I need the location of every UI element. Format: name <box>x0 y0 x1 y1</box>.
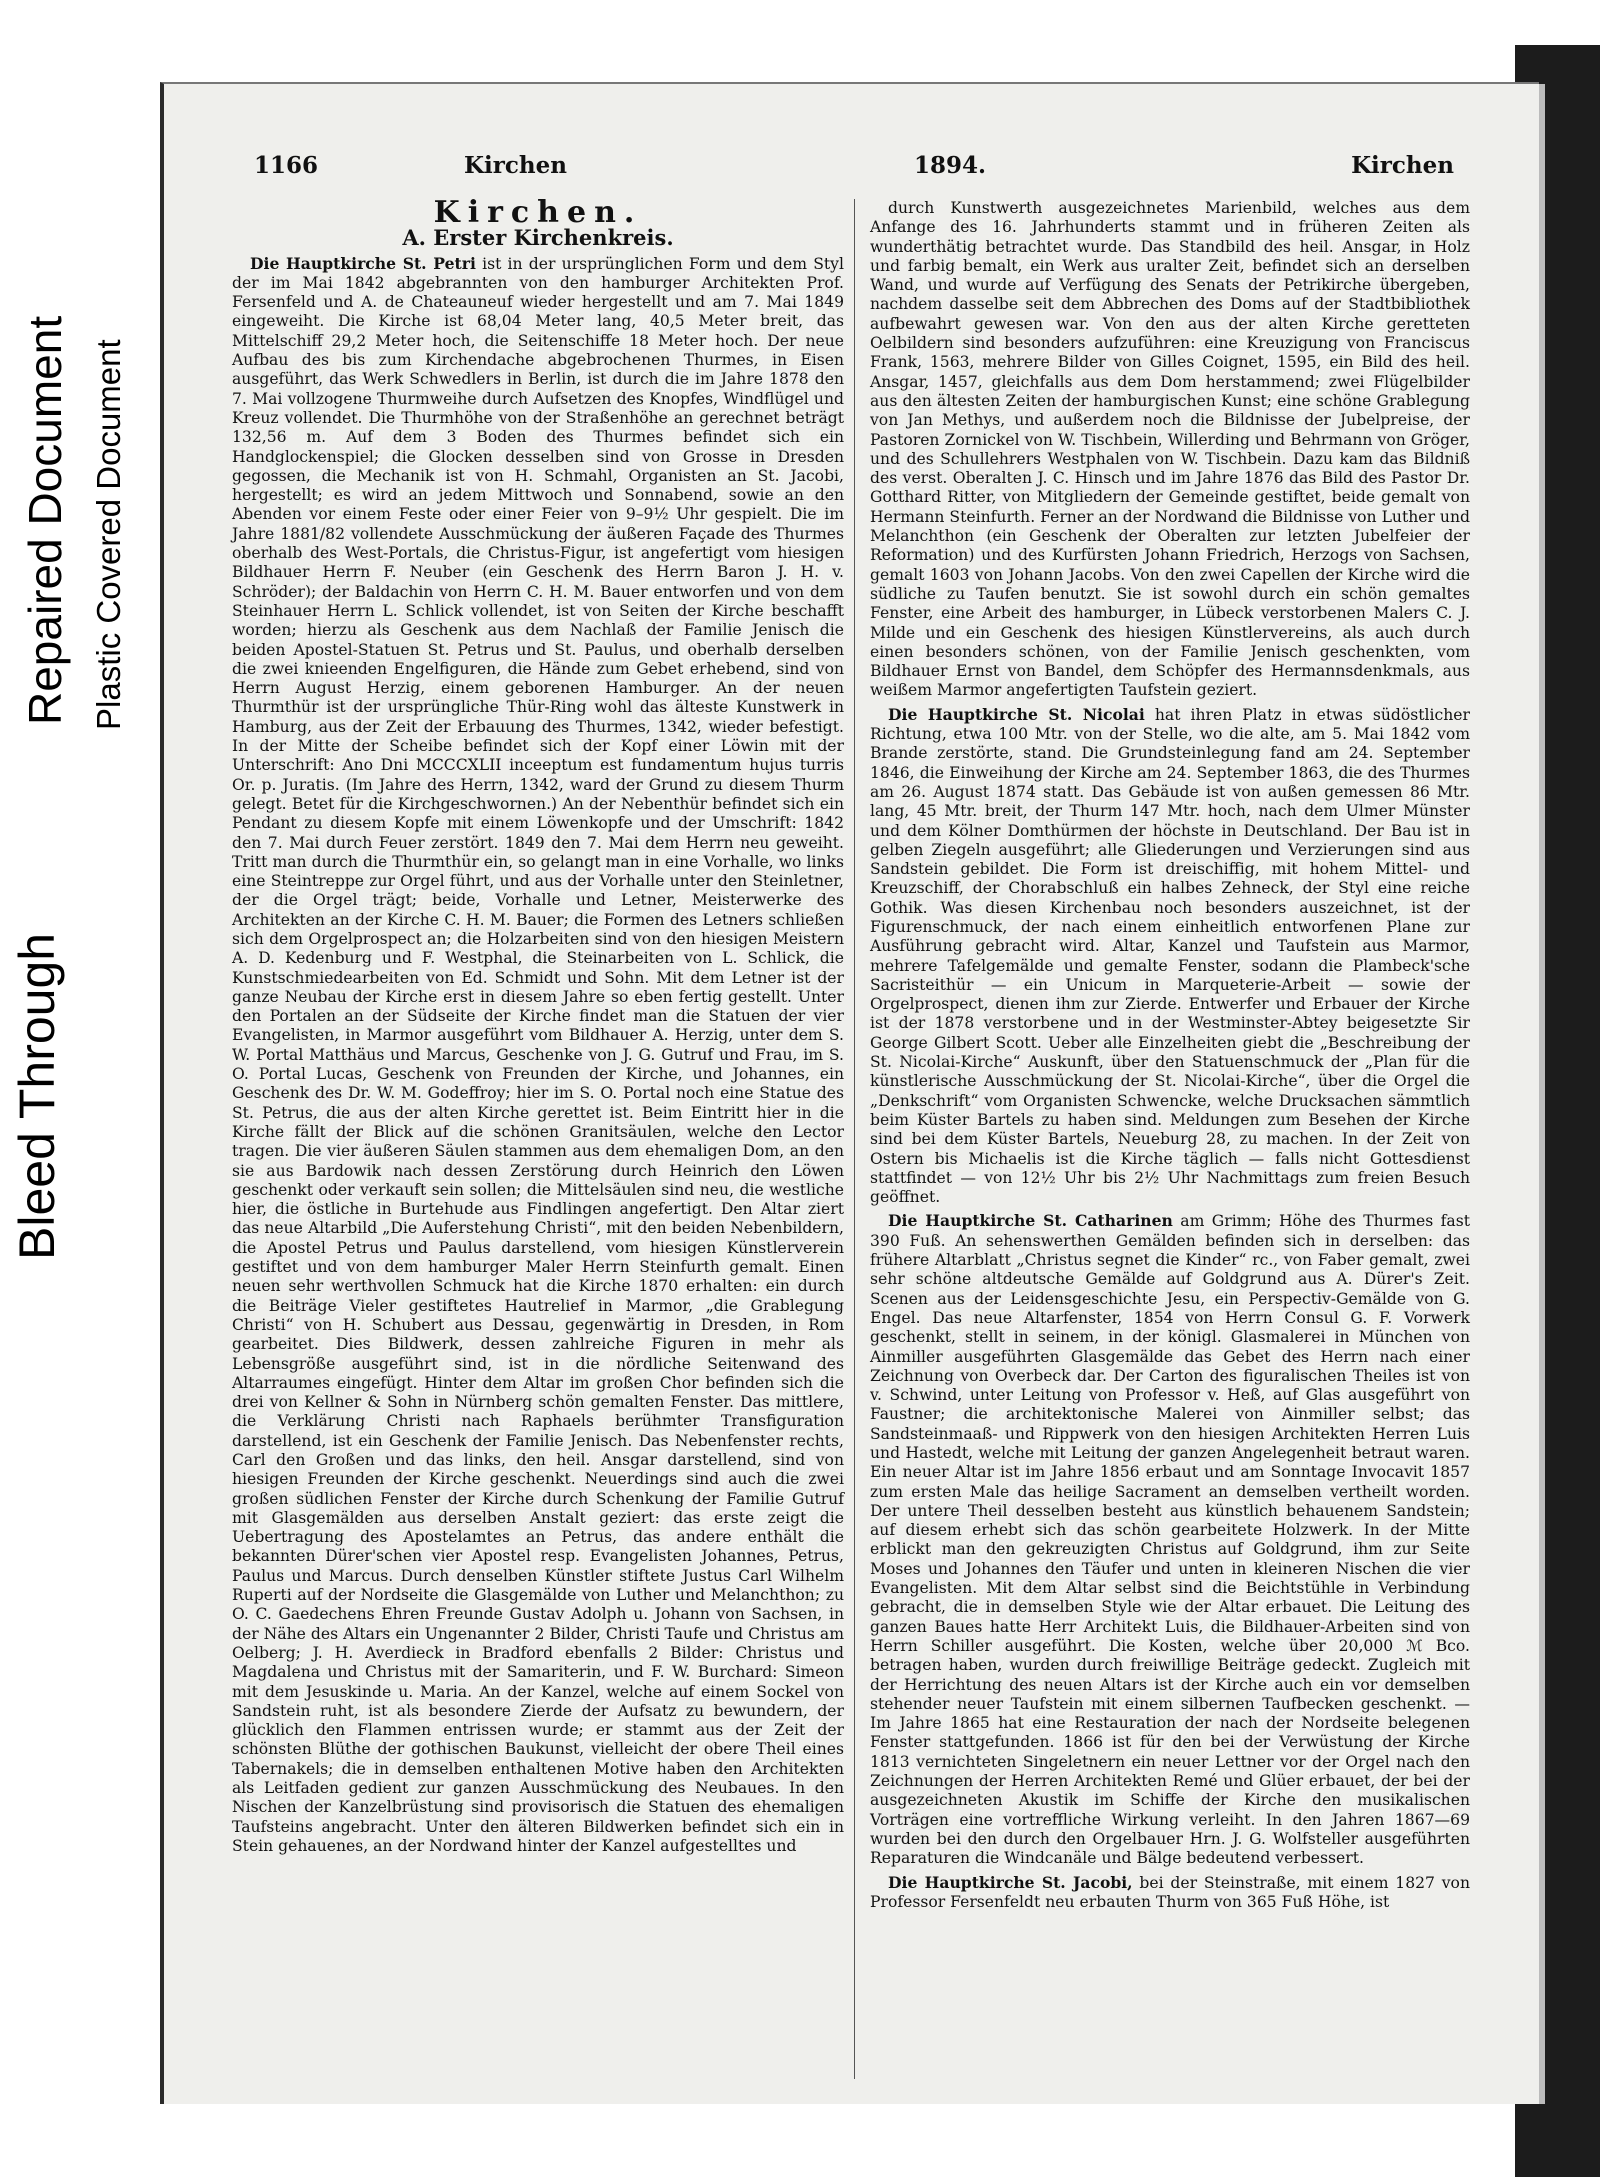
paragraph-lead: Die Hauptkirche St. Petri <box>250 253 476 273</box>
paragraph-st-catharinen <box>870 1211 1470 1868</box>
paragraph-body: am Grimm; Höhe des Thurmes fast 390 Fuß. An sehenswerthen Gemälden befinden sich in derselben: das frühere Altarblatt „Christus segnet die Kinder“ rc., von Faber gemalt, zwei sehr schöne altdeutsche Gemälde auf Goldgrund aus A. Dürer's Zeit. Scenen aus der Leidensgeschichte Jesu, ein Perspectiv-Gemälde von G. Engel. Das neue Altarfenster, 1854 von Herrn Consul G. F. Vorwerk geschenkt, stellt in seinem, in der königl. Glasmalerei in München von Ainmiller ausgeführten Glasgemälde das Gebet des Herrn nach einer Zeichnung von Overbeck dar. Der Carton des figuralischen Theiles ist von v. Schwind, unter Leitung von Professor v. Heß, auf Glas ausgeführt von Faustner; die architektonische Malerei von Ainmiller selbst; das Sandsteinmaaß- und Rippwerk von den hiesigen Architekten Herren Luis und Hastedt, welche mit Leitung der ganzen Angelegenheit betraut waren. Ein neuer Altar ist im Jahre 1856 erbaut und am Sonntage Invocavit 1857 zum ersten Male das heilige Sacrament an demselben vertheilt worden. Der untere Theil desselben besteht aus künstlich behauenem Sandstein; auf diesem erhebt sich das schön gearbeitete Holzwerk. In der Mitte erblickt man den gekreuzigten Christus auf Goldgrund, ihm zur Seite Moses und Johannes den Täufer und unten in kleineren Nischen die vier Evangelisten. Mit dem Altar selbst sind die Beichtstühle in Verbindung gebracht, die in demselben Style wie der Altar erbauet. Die Leitung des ganzen Baues hatte Herr Architekt Luis, die Bildhauer-Arbeiten sind von Herrn Schiller ausgeführt. Die Kosten, welche über 20,000 ℳ Bco. betragen haben, wurden durch freiwillige Beiträge gedeckt. Zugleich mit der Herrichtung des neuen Altars ist der Kirche auch ein vor demselben stehender neuer Taufstein mit einem silbernen Taufbecken geschenkt. — Im Jahre 1865 hat eine Restauration der nach der Nordseite belegenen Fenster stattgefunden. 1866 ist für den bei der Verwüstung der Kirche 1813 vernichteten Singeletnern ein neuer Lettner vor der Orgel nach den Zeichnungen der Herren Architekten Remé und Glüer erbauet, der bei der ausgezeichneten Akustik im Schiffe der Kirche den musikalischen Vorträgen eine vortreffliche Wirkung verleiht. In den Jahren 1867—69 wurden bei den durch den Orgelbauer Hrn. J. G. Wolfsteller ausgeführten Reparaturen die Windcanäle und Bälge bedeutend verbessert. <box>870 1212 1470 1868</box>
left-column <box>232 195 844 1860</box>
running-head-right: Kirchen <box>1351 152 1454 179</box>
paragraph-body: hat ihren Platz in etwas südöstlicher Richtung, etwa 100 Mtr. von der Stelle, wo die alte, am 5. Mai 1842 vom Brande zerstörte, stand. Die Grundsteinlegung fand am 24. September 1846, die Einweihung der Kirche am 24. September 1863, die des Thurmes am 26. August 1874 statt. Das Gebäude ist von außen gemessen 86 Mtr. lang, 45 Mtr. breit, der Thurm 147 Mtr. hoch, nach dem Ulmer Münster und dem Kölner Domthürmen der höchste in Deutschland. Der Bau ist in gelben Ziegeln ausgeführt; alle Gliederungen und Verzierungen sind aus Sandstein gebildet. Die Form ist dreischiffig, mit hohem Mittel- und Kreuzschiff, der Chorabschluß ein halbes Zehneck, der Styl eine reiche Gothik. Was diesen Kirchenbau noch besonders auszeichnet, ist der Figurenschmuck, der nach einem einheitlich entworfenen Plane zur Ausführung gebracht wird. Altar, Kanzel und Taufstein aus Marmor, mehrere Tafelgemälde und gemalte Fenster, sodann die Plambeck'sche Sacristeithür — ein Unicum in Marqueterie-Arbeit — sowie der Orgelprospect, dienen ihm zur Zierde. Entwerfer und Erbauer der Kirche ist der 1878 verstorbene und in der Westminster-Abtey beigesetzte Sir George Gilbert Scott. Ueber alle Einzelheiten giebt die „Beschreibung der St. Nicolai-Kirche“ Auskunft, über den Statuenschmuck der „Plan für die künstlerische Ausschmückung der St. Nicolai-Kirche“, über die Orgel die „Denkschrift“ vom Organisten Schwencke, welche Drucksachen sämmtlich beim Küster Bartels zu haben sind. Meldungen zum Besehen der Kirche sind bei dem Küster Bartels, Neueburg 28, zu machen. In der Zeit von Ostern bis Michaelis ist die Kirche täglich — falls nicht Gottesdienst stattfindet — von 12½ Uhr bis 2½ Uhr Nachmittags zum freien Besuch geöffnet. <box>870 705 1470 1207</box>
paragraph-lead: Die Hauptkirche St. Catharinen <box>888 1211 1173 1231</box>
document-page <box>160 82 1539 2104</box>
section-title: Kirchen. <box>433 195 643 230</box>
paragraph-body: bei der Steinstraße, mit einem 1827 von Professor Fersenfeldt neu erbauten Thurm von 365 Fuß Höhe, ist <box>870 1873 1470 1911</box>
running-head-year: 1894. <box>914 152 987 179</box>
running-head-left: Kirchen <box>464 152 567 179</box>
plastic-covered-label: Plastic Covered Document <box>90 339 127 730</box>
repaired-document-label: Repaired Document <box>19 315 71 725</box>
paragraph-st-nicolai <box>870 705 1470 1208</box>
section-subtitle: A. Erster Kirchenkreis. <box>402 225 674 251</box>
column-divider <box>854 199 855 2079</box>
paragraph-lead: Die Hauptkirche St. Nicolai <box>888 704 1145 724</box>
page-number: 1166 <box>254 152 319 179</box>
paragraph-st-petri <box>232 254 844 1857</box>
right-column <box>870 199 1470 1916</box>
paragraph-body: durch Kunstwerth ausgezeichnetes Marienbild, welches aus dem Anfange des 16. Jahrhunderts stammt und in früheren Zeiten als wunderthätig betrachtet wurde. Das Standbild des heil. Ansgar, in Holz und farbig bemalt, ein Werk aus uralter Zeit, befindet sich an derselben Wand, und wurde auf Verfügung des Senats der Petrikirche übergeben, nachdem dasselbe seit dem Abbrechen des Doms auf der Stadtbibliothek aufbewahrt gewesen war. Von den aus der alten Kirche geretteten Oelbildern sind besonders aufzuführen: eine Kreuzigung von Franciscus Frank, 1563, mehrere Bilder von Gilles Coignet, 1595, ein Bild des heil. Ansgar, 1457, gleichfalls aus dem Dom herstammend; zwei Flügelbilder aus den ältesten Zeiten der hamburgischen Kunst; eine schöne Grablegung von Jan Methys, und außerdem noch die Bildnisse der Jubelpreise, der Pastoren Zornickel von W. Tischbein, Willerding und Behrmann von Gröger, und des Schullehrers Westphalen von W. Tischbein. Dazu kam das Bildniß des verst. Oberalten J. C. Hinsch und im Jahre 1876 das Bild des Pastor Dr. Gotthard Ritter, von Mitgliedern der Gemeinde gestiftet, beide gemalt von Hermann Steinfurth. Ferner an der Nordwand die Bildnisse von Luther und Melanchthon (ein Geschenk der Oberalten zur letzten Jubelfeier der Reformation) und des Kurfürsten Johann Friedrich, Herzogs von Sachsen, gemalt 1603 von Johann Jacobs. Von den zwei Capellen der Kirche wird die südliche zu Taufen benutzt. Sie ist sowohl durch ein schön gemaltes Fenster, eine Arbeit des hamburger, in Lübeck verstorbenen Malers C. J. Milde und ein Geschenk des hiesigen Künstlervereins, als auch durch einen besonders schönen, von der Familie Jenisch geschenkten, vom Bildhauer Ernst von Bandel, dem Schöpfer des Hermannsdenkmals, aus weißem Marmor angefertigten Taufstein geziert. <box>870 199 1470 700</box>
page-header <box>254 152 1454 188</box>
paragraph-st-jacobi <box>870 1873 1470 1913</box>
paragraph-continuation <box>870 199 1470 701</box>
page-edge <box>1539 84 1545 2104</box>
paragraph-lead: Die Hauptkirche St. Jacobi, <box>888 1872 1133 1892</box>
scan-labels <box>0 0 150 2177</box>
bleed-through-label: Bleed Through <box>9 932 65 1260</box>
paragraph-body: ist in der ursprünglichen Form und dem Styl der im Mai 1842 abgebrannten von den hamburger Architekten Prof. Fersenfeld und A. de Chateauneuf wieder hergestellt und am 7. Mai 1849 eingeweiht. Die Kirche ist 68,04 Meter lang, 40,5 Meter breit, das Mittelschiff 29,2 Meter hoch, die Seitenschiffe 18 Meter hoch. Der neue Aufbau des bis zum Kirchendache abgebrochenen Thurmes, in Eisen ausgeführt, das Werk Schwedlers in Berlin, ist durch die im Jahre 1878 den 7. Mai vollzogene Thurmweihe durch Aufsetzen des Knopfes, Windflügel und Kreuz vollendet. Die Thurmhöhe von der Straßenhöhe an gerechnet beträgt 132,56 m. Auf dem 3 Boden des Thurmes befindet sich ein Handglockenspiel; die Glocken desselben sind von Grosse in Dresden gegossen, die Mechanik ist von H. Schmahl, Organisten an St. Jacobi, hergestellt; es wird an jedem Mittwoch und Sonnabend, sowie an den Abenden vor einem Feste oder einer Feier von 9–9½ Uhr gespielt. Die im Jahre 1881/82 vollendete Ausschmückung der äußeren Façade des Thurmes oberhalb des West-Portals, die Christus-Figur, ist angefertigt vom hiesigen Bildhauer Herrn F. Neuber (ein Geschenk des Herrn Baron J. H. v. Schröder); der Baldachin von Herrn C. H. M. Bauer entworfen und von dem Steinhauer Herrn L. Schlick vollendet, ist von Seiten der Kirche beschafft worden; hierzu als Geschenk aus dem Nachlaß der Familie Jenisch die beiden Apostel-Statuen St. Petrus und St. Paulus, und oberhalb derselben die zwei knieenden Engelfiguren, die Hände zum Gebet erhebend, sind von Herrn August Herzig, einem geborenen Hamburger. An der neuen Thurmthür ist der ursprüngliche Thür-Ring wohl das älteste Kunstwerk in Hamburg, aus der Zeit der Erbauung des Thurmes, 1342, wieder befestigt. In der Mitte der Scheibe befindet sich der Kopf einer Löwin mit der Unterschrift: Ano Dni MCCCXLII inceeptum est fundamentum hujus turris Or. p. Juratis. (Im Jahre des Herrn, 1342, ward der Grund zu diesem Thurm gelegt. Betet für die Kirchgeschwornen.) An der Nebenthür befindet sich ein Pendant zu diesem Kopfe mit einem Löwenkopfe und der Umschrift: 1842 den 7. Mai durch Feuer zerstört. 1849 den 7. Mai dem Herrn neu geweiht. Tritt man durch die Thurmthür ein, so gelangt man in eine Vorhalle, wo links eine Steintreppe zur Orgel führt, und aus der Vorhalle unter den Steinletner, der die Orgel trägt; beide, Vorhalle und Letner, Meisterwerke des Architekten an der Kirche C. H. M. Bauer; die Formen des Letners schließen sich dem Orgelprospect an; die Holzarbeiten sind von den hiesigen Meistern A. D. Kedenburg und F. Westphal, die Steinarbeiten von L. Schlick, die Kunstschmiedearbeiten von Ed. Schmidt und Sohn. Mit dem Letner ist der ganze Neubau der Kirche erst in diesem Jahre so eben fertig gestellt. Unter den Portalen an der Südseite der Kirche findet man die Statuen der vier Evangelisten, in Marmor ausgeführt vom Bildhauer A. Herzig, unter dem S. W. Portal Matthäus und Marcus, Geschenke von J. G. Gutruf und Frau, im S. O. Portal Lucas, Geschenk von Freunden der Kirche, und Johannes, ein Geschenk des Dr. W. M. Godeffroy; hier im S. O. Portal noch eine Statue des St. Petrus, die aus der alten Kirche gerettet ist. Beim Eintritt hier in die Kirche fällt der Blick auf die schönen Granitsäulen, welche den Lector tragen. Die vier äußeren Säulen stammen aus dem ehemaligen Dom, an den sie aus Bardowik nach dessen Zerstörung durch Heinrich den Löwen geschenkt oder verkauft sein sollen; die Mittelsäulen sind neu, die westliche hier, die östliche in Burtehude aus Findlingen angefertigt. Den Altar ziert das neue Altarbild „Die Auferstehung Christi“, mit den beiden Nebenbildern, die Apostel Petrus und Paulus darstellend, vom hiesigen Künstlerverein gestiftet und von dem hamburger Maler Herrn Steinfurth gemalt. Einen neuen sehr werthvollen Schmuck hat die Kirche 1870 erhalten: ein durch die Beiträge Vieler gestiftetes Hautrelief in Marmor, „die Grablegung Christi“ von H. Schubert aus Dessau, gegenwärtig in Dresden, in Rom gearbeitet. Dies Bildwerk, dessen zahlreiche Figuren in mehr als Lebensgröße ausgeführt sind, ist in die nördliche Seitenwand des Altarraumes eingefügt. Hinter dem Altar im großen Chor befinden sich die drei von Kellner & Sohn in Nürnberg schön gemalten Fenster. Das mittlere, die Verklärung Christi nach Raphaels berühmter Transfiguration darstellend, ist ein Geschenk der Familie Jenisch. Das Nebenfenster rechts, Carl den Großen und das links, den heil. Ansgar darstellend, sind von hiesigen Freunden der Kirche geschenkt. Neuerdings sind auch die zwei großen südlichen Fenster der Kirche durch Schenkung der Familie Gutruf mit Glasgemälden aus derselben Anstalt geziert: das erste zeigt die Uebertragung des Apostelamtes an Petrus, das andere enthält die bekannten Dürer'schen vier Apostel resp. Evangelisten Johannes, Petrus, Paulus und Marcus. Durch denselben Künstler stiftete Justus Carl Wilhelm Ruperti auf der Nordseite die Glasgemälde von Luther und Melanchthon; zu O. C. Gaedechens Ehren Freunde Gustav Adolph u. Johann von Sachsen, in der Nähe des Altars ein Ungenannter 2 Bilder, Christi Taufe und Christus am Oelberg; J. H. Averdieck in Bradford ebenfalls 2 Bilder: Christus und Magdalena und Christus mit der Samariterin, und F. W. Burchard: Simeon mit dem Jesuskinde u. Maria. An der Kanzel, welche auf einem Sockel von Sandstein ruht, ist als besondere Zierde der Aufsatz zu bewundern, der glücklich den Flammen entrissen wurde; er stammt aus der Zeit der schönsten Blüthe der gothischen Baukunst, vielleicht der obere Theil eines Tabernakels; die in demselben enthaltenen Motive haben den Architekten als Leitfaden gedient zur ganzen Ausschmückung des Neubaues. In den Nischen der Kanzelbrüstung sind provisorisch die Statuen des ehemaligen Taufsteins angebracht. Unter den älteren Bildwerken befindet sich ein in Stein gehauenes, an der Nordwand hinter der Kanzel aufgestelltes und <box>232 254 844 1855</box>
